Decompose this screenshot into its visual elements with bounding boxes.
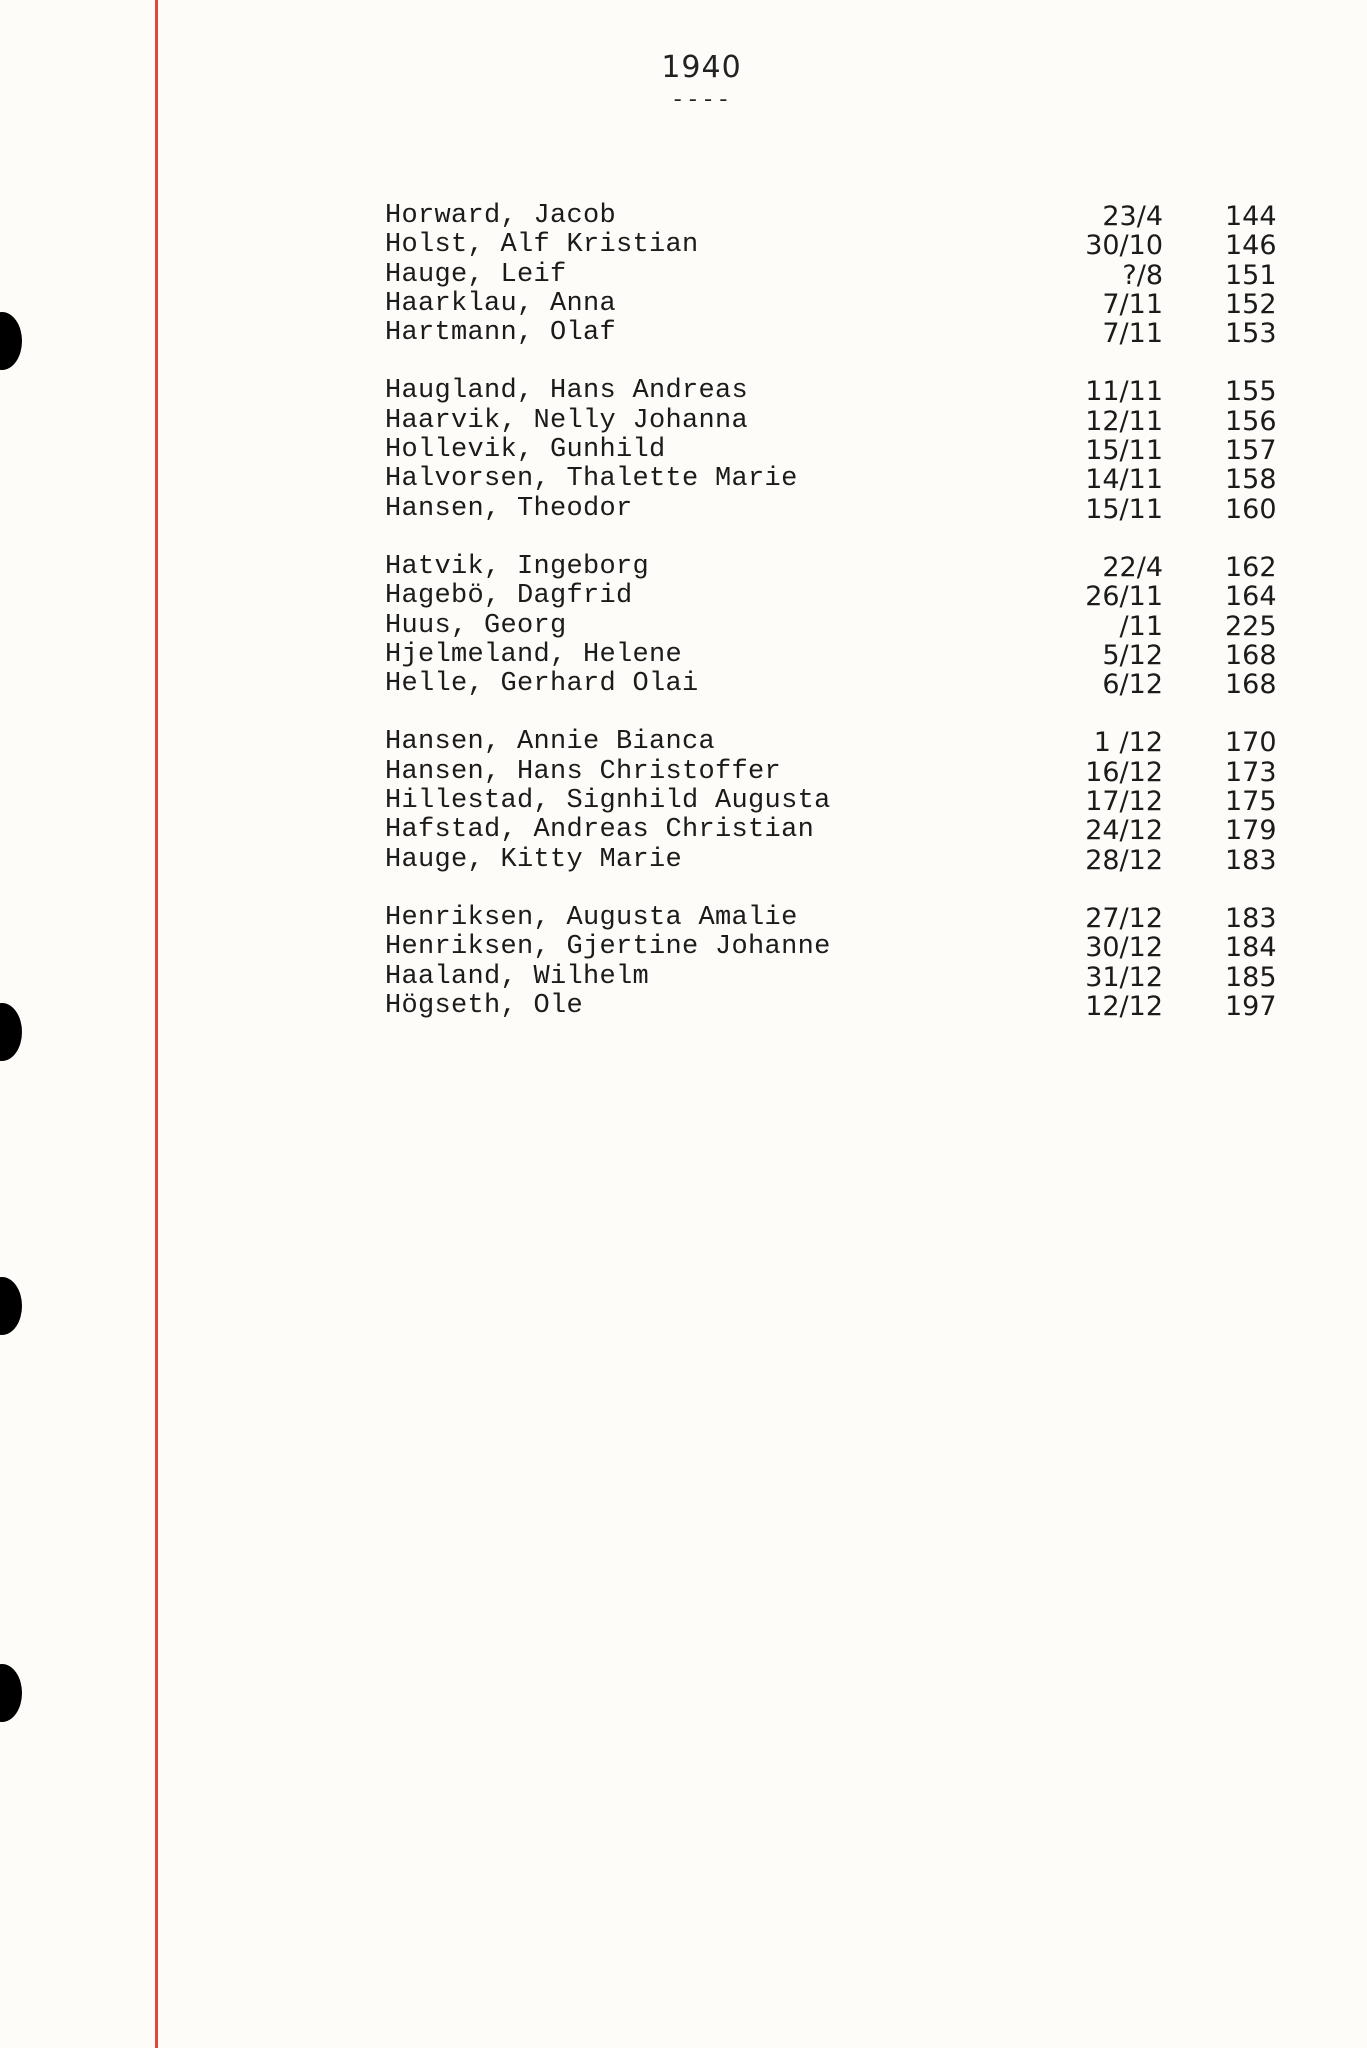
punch-hole bbox=[0, 1664, 22, 1722]
entry-name: Henriksen, Gjertine Johanne bbox=[385, 932, 831, 963]
register-list bbox=[0, 202, 1367, 1050]
entry-name: Hauge, Leif bbox=[385, 259, 567, 290]
year-underline: ---- bbox=[671, 88, 732, 113]
entry-page: 152 bbox=[1225, 288, 1277, 320]
entry-date: 1 /12 bbox=[1093, 727, 1163, 759]
entry-name: Haugland, Hans Andreas bbox=[385, 376, 749, 407]
entry-page: 144 bbox=[1225, 201, 1277, 232]
register-entry bbox=[0, 290, 1367, 319]
entry-name: Hollevik, Gunhild bbox=[385, 435, 666, 466]
entry-date: 6/12 bbox=[1102, 669, 1163, 701]
entry-name: Haarklau, Anna bbox=[385, 288, 617, 319]
entry-group bbox=[0, 377, 1367, 523]
entry-name: Haarvik, Nelly Johanna bbox=[385, 405, 749, 436]
entry-page: 151 bbox=[1225, 259, 1277, 291]
entry-date: 23/4 bbox=[1102, 201, 1163, 232]
entry-page: 162 bbox=[1225, 551, 1277, 583]
entry-group bbox=[0, 202, 1367, 348]
entry-name: Hjelmeland, Helene bbox=[385, 639, 683, 670]
entry-page: 156 bbox=[1225, 405, 1277, 437]
entry-name: Hansen, Annie Bianca bbox=[385, 727, 716, 758]
register-entry bbox=[0, 319, 1367, 348]
register-entry bbox=[0, 261, 1367, 290]
entry-page: 197 bbox=[1225, 990, 1277, 1022]
entry-page: 179 bbox=[1225, 815, 1277, 847]
entry-date: 27/12 bbox=[1085, 902, 1163, 934]
entry-name: Hatvik, Ingeborg bbox=[385, 551, 650, 582]
register-entry bbox=[0, 377, 1367, 406]
entry-group bbox=[0, 904, 1367, 1021]
entry-page: 168 bbox=[1225, 669, 1277, 701]
entry-name: Hagebö, Dagfrid bbox=[385, 581, 633, 612]
entry-name: Hansen, Theodor bbox=[385, 493, 633, 524]
register-entry bbox=[0, 202, 1367, 231]
entry-date: 28/12 bbox=[1085, 844, 1163, 876]
entry-name: Högseth, Ole bbox=[385, 990, 584, 1021]
entry-page: 168 bbox=[1225, 639, 1277, 671]
entry-page: 183 bbox=[1225, 902, 1277, 934]
entry-name: Hauge, Kitty Marie bbox=[385, 844, 683, 875]
entry-name: Haaland, Wilhelm bbox=[385, 961, 650, 992]
register-entry bbox=[0, 816, 1367, 845]
entry-group bbox=[0, 553, 1367, 699]
entry-page: 225 bbox=[1225, 610, 1277, 642]
entry-name: Hansen, Hans Christoffer bbox=[385, 756, 782, 787]
entry-date: 17/12 bbox=[1085, 786, 1163, 818]
register-entry bbox=[0, 846, 1367, 875]
entry-date: 30/10 bbox=[1085, 230, 1163, 262]
entry-date: 15/11 bbox=[1085, 493, 1163, 525]
entry-date: 11/11 bbox=[1085, 376, 1163, 408]
entry-page: 183 bbox=[1225, 844, 1277, 876]
register-entry bbox=[0, 612, 1367, 641]
entry-name: Helle, Gerhard Olai bbox=[385, 669, 699, 700]
entry-name: Hartmann, Olaf bbox=[385, 318, 617, 349]
register-entry bbox=[0, 670, 1367, 699]
register-entry bbox=[0, 582, 1367, 611]
entry-date: 14/11 bbox=[1085, 464, 1163, 496]
entry-date: /11 bbox=[1119, 610, 1163, 642]
register-entry bbox=[0, 904, 1367, 933]
register-entry bbox=[0, 436, 1367, 465]
entry-name: Horward, Jacob bbox=[385, 201, 617, 231]
register-entry bbox=[0, 553, 1367, 582]
entry-name: Halvorsen, Thalette Marie bbox=[385, 464, 798, 495]
entry-name: Hillestad, Signhild Augusta bbox=[385, 786, 831, 817]
register-entry bbox=[0, 465, 1367, 494]
entry-page: 153 bbox=[1225, 318, 1277, 350]
entry-date: 24/12 bbox=[1085, 815, 1163, 847]
entry-page: 173 bbox=[1225, 756, 1277, 788]
entry-date: 30/12 bbox=[1085, 932, 1163, 964]
entry-date: 12/12 bbox=[1085, 990, 1163, 1022]
entry-date: 5/12 bbox=[1102, 639, 1163, 671]
entry-date: 7/11 bbox=[1102, 318, 1163, 350]
entry-page: 155 bbox=[1225, 376, 1277, 408]
entry-name: Hafstad, Andreas Christian bbox=[385, 815, 815, 846]
entry-page: 184 bbox=[1225, 932, 1277, 964]
entry-page: 175 bbox=[1225, 786, 1277, 818]
entry-page: 157 bbox=[1225, 435, 1277, 467]
entry-page: 160 bbox=[1225, 493, 1277, 525]
entry-group bbox=[0, 728, 1367, 874]
entry-date: 15/11 bbox=[1085, 435, 1163, 467]
entry-date: 7/11 bbox=[1102, 288, 1163, 320]
register-entry bbox=[0, 407, 1367, 436]
register-entry bbox=[0, 933, 1367, 962]
register-entry bbox=[0, 495, 1367, 524]
entry-date: 12/11 bbox=[1085, 405, 1163, 437]
entry-name: Henriksen, Augusta Amalie bbox=[385, 902, 798, 933]
entry-date: 16/12 bbox=[1085, 756, 1163, 788]
register-entry bbox=[0, 758, 1367, 787]
register-entry bbox=[0, 963, 1367, 992]
punch-hole bbox=[0, 1277, 22, 1335]
entry-page: 146 bbox=[1225, 230, 1277, 262]
entry-date: ?/8 bbox=[1122, 259, 1163, 291]
entry-date: 22/4 bbox=[1102, 551, 1163, 583]
entry-page: 185 bbox=[1225, 961, 1277, 993]
entry-page: 170 bbox=[1225, 727, 1277, 759]
entry-name: Holst, Alf Kristian bbox=[385, 230, 699, 261]
register-entry bbox=[0, 641, 1367, 670]
entry-date: 31/12 bbox=[1085, 961, 1163, 993]
entry-page: 164 bbox=[1225, 581, 1277, 613]
entry-page: 158 bbox=[1225, 464, 1277, 496]
register-entry bbox=[0, 728, 1367, 757]
register-entry bbox=[0, 787, 1367, 816]
page-year: 1940 bbox=[661, 50, 742, 85]
entry-name: Huus, Georg bbox=[385, 610, 567, 641]
register-entry bbox=[0, 992, 1367, 1021]
entry-date: 26/11 bbox=[1085, 581, 1163, 613]
register-entry bbox=[0, 231, 1367, 260]
